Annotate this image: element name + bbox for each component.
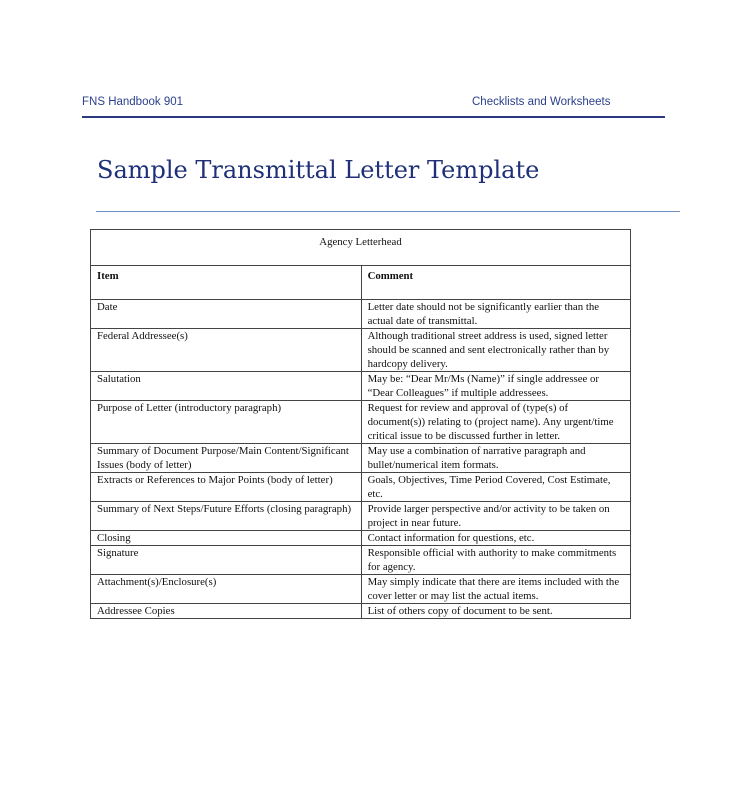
title-divider (96, 211, 680, 212)
table-header-row (91, 266, 631, 300)
comment-cell: Although traditional street address is used, signed letter should be scanned and sent electronically rather than by hardcopy delivery. (361, 329, 630, 372)
letterhead-cell: Agency Letterhead (91, 230, 631, 266)
comment-cell: May use a combination of narrative paragraph and bullet/numerical item formats. (361, 444, 630, 473)
header-section-label: Checklists and Worksheets (472, 96, 611, 108)
table-row (91, 575, 631, 604)
header-divider (82, 116, 665, 118)
comment-cell: Contact information for questions, etc. (361, 531, 630, 546)
table-row (91, 372, 631, 401)
item-cell: Attachment(s)/Enclosure(s) (91, 575, 362, 604)
header-handbook-label: FNS Handbook 901 (82, 96, 184, 108)
table-row (91, 546, 631, 575)
item-cell: Extracts or References to Major Points (body of letter) (91, 473, 362, 502)
item-cell: Salutation (91, 372, 362, 401)
table-row (91, 604, 631, 619)
item-cell: Summary of Document Purpose/Main Content/Significant Issues (body of letter) (91, 444, 362, 473)
letterhead-row (91, 230, 631, 266)
table-row (91, 329, 631, 372)
comment-cell: Goals, Objectives, Time Period Covered, Cost Estimate, etc. (361, 473, 630, 502)
comment-cell: Request for review and approval of (type(s) of document(s)) relating to (project name). Any urgent/time critical issue to be discussed further in letter. (361, 401, 630, 444)
item-cell: Closing (91, 531, 362, 546)
item-cell: Addressee Copies (91, 604, 362, 619)
comment-cell: Letter date should not be significantly earlier than the actual date of transmittal. (361, 300, 630, 329)
item-cell: Date (91, 300, 362, 329)
column-header-item: Item (91, 266, 362, 300)
page-title: Sample Transmittal Letter Template (97, 156, 540, 184)
comment-cell: Responsible official with authority to make commitments for agency. (361, 546, 630, 575)
table-row (91, 531, 631, 546)
column-header-comment: Comment (361, 266, 630, 300)
item-cell: Federal Addressee(s) (91, 329, 362, 372)
comment-cell: May simply indicate that there are items included with the cover letter or may list the actual items. (361, 575, 630, 604)
comment-cell: List of others copy of document to be sent. (361, 604, 630, 619)
table-row (91, 300, 631, 329)
item-cell: Signature (91, 546, 362, 575)
comment-cell: Provide larger perspective and/or activity to be taken on project in near future. (361, 502, 630, 531)
item-cell: Purpose of Letter (introductory paragraph) (91, 401, 362, 444)
table-row (91, 502, 631, 531)
table-row (91, 401, 631, 444)
table-row (91, 444, 631, 473)
template-table (90, 229, 631, 619)
item-cell: Summary of Next Steps/Future Efforts (closing paragraph) (91, 502, 362, 531)
table-row (91, 473, 631, 502)
comment-cell: May be: “Dear Mr/Ms (Name)” if single addressee or “Dear Colleagues” if multiple addressees. (361, 372, 630, 401)
